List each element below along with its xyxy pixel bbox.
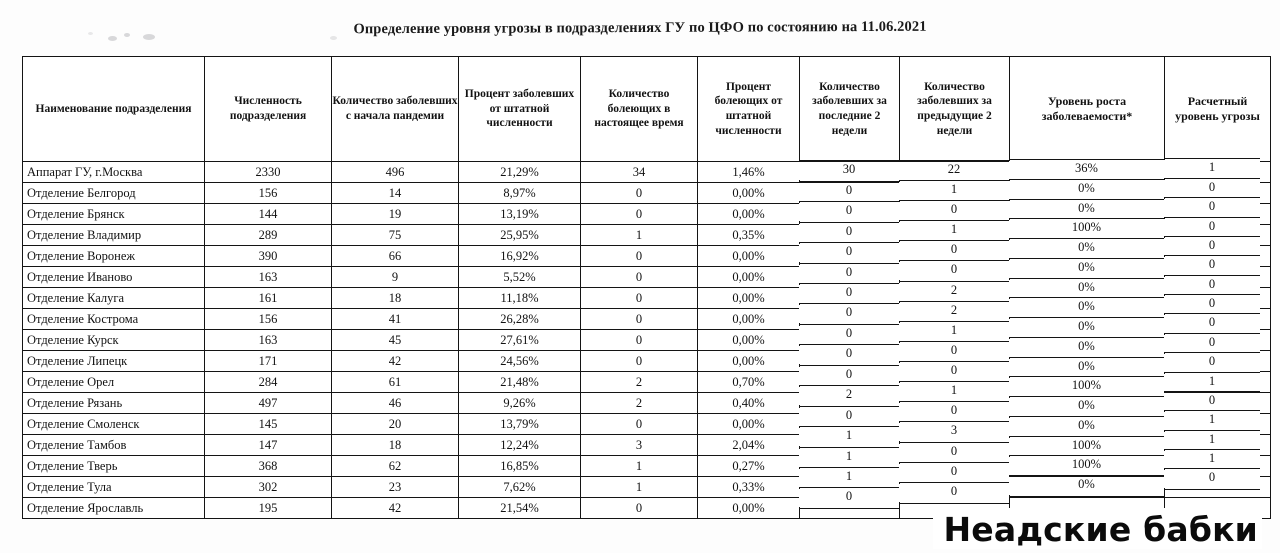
cell-cases-last-2-weeks: 0 — [799, 408, 899, 426]
cell-cases-prev-2-weeks: 1 — [899, 383, 1009, 401]
cell-threat-level: 1 — [1164, 160, 1260, 178]
cell-cases-prev-2-weeks — [900, 330, 1010, 351]
cell-threat-level: 0 — [1164, 180, 1260, 198]
cell-cases-last-2-weeks — [800, 435, 900, 456]
table-row — [23, 204, 1271, 225]
cell-pct-of-staff-current: 0,35% — [698, 225, 800, 246]
table-header — [23, 57, 1271, 162]
cell-current-cases: 0 — [581, 246, 698, 267]
cell-cases-last-2-weeks — [800, 372, 900, 393]
cell-current-cases: 0 — [581, 351, 698, 372]
cell-cases-last-2-weeks: 1 — [799, 449, 899, 467]
cell-unit-name: Отделение Курск — [23, 330, 205, 351]
cell-growth-level — [1010, 435, 1165, 456]
cell-cases-prev-2-weeks — [900, 477, 1010, 498]
cell-cases-last-2-weeks: 1 — [799, 469, 899, 487]
cell-staff-count: 195 — [205, 498, 332, 519]
table-row — [23, 309, 1271, 330]
cell-threat-level: 0 — [1164, 219, 1260, 237]
cell-pct-of-staff-current: 0,00% — [698, 330, 800, 351]
cell-cases-last-2-weeks — [800, 267, 900, 288]
cell-growth-level — [1010, 267, 1165, 288]
cell-growth-level: 36% — [1009, 161, 1164, 179]
cell-growth-level: 0% — [1009, 359, 1164, 377]
cell-total-cases: 46 — [332, 393, 459, 414]
cell-pct-of-staff-total: 13,19% — [459, 204, 581, 225]
cell-growth-level: 0% — [1009, 319, 1164, 337]
cell-growth-level: 0% — [1009, 418, 1164, 436]
cell-threat-level: 0 — [1164, 238, 1260, 256]
cell-current-cases: 0 — [581, 288, 698, 309]
cell-cases-prev-2-weeks — [900, 351, 1010, 372]
cell-threat-level — [1165, 414, 1271, 435]
cell-staff-count: 163 — [205, 267, 332, 288]
cell-cases-prev-2-weeks: 1 — [899, 182, 1009, 200]
cell-threat-level — [1165, 183, 1271, 204]
cell-cases-last-2-weeks: 0 — [799, 183, 899, 201]
cell-cases-prev-2-weeks — [900, 435, 1010, 456]
cell-total-cases: 19 — [332, 204, 459, 225]
cell-growth-level — [1010, 477, 1165, 498]
cell-total-cases: 18 — [332, 435, 459, 456]
cell-pct-of-staff-total: 26,28% — [459, 309, 581, 330]
column-header-last-2-weeks: Количество заболевших за последние 2 недели — [800, 57, 900, 162]
cell-threat-level — [1165, 204, 1271, 225]
table-row — [23, 372, 1271, 393]
cell-threat-level — [1165, 456, 1271, 477]
cell-cases-prev-2-weeks — [900, 162, 1010, 183]
cell-growth-level: 0% — [1009, 240, 1164, 258]
cell-threat-level: 1 — [1164, 432, 1260, 450]
cell-staff-count: 161 — [205, 288, 332, 309]
table-row — [23, 288, 1271, 309]
column-header-pct-current: Процент болеющих от штатной численности — [698, 57, 800, 162]
cell-threat-level: 0 — [1164, 277, 1260, 295]
cell-pct-of-staff-current: 0,00% — [698, 267, 800, 288]
cell-pct-of-staff-total: 13,79% — [459, 414, 581, 435]
cell-pct-of-staff-total: 27,61% — [459, 330, 581, 351]
cell-unit-name: Отделение Иваново — [23, 267, 205, 288]
cell-current-cases: 2 — [581, 372, 698, 393]
cell-staff-count: 302 — [205, 477, 332, 498]
cell-total-cases: 20 — [332, 414, 459, 435]
cell-staff-count: 156 — [205, 309, 332, 330]
cell-cases-last-2-weeks — [800, 183, 900, 204]
cell-threat-level: 0 — [1164, 315, 1260, 333]
cell-pct-of-staff-current: 0,70% — [698, 372, 800, 393]
cell-pct-of-staff-total: 21,29% — [459, 162, 581, 183]
table-row — [23, 393, 1271, 414]
cell-threat-level: 1 — [1164, 412, 1260, 430]
cell-current-cases: 0 — [581, 330, 698, 351]
cell-pct-of-staff-current: 0,27% — [698, 456, 800, 477]
cell-threat-level — [1165, 246, 1271, 267]
cell-unit-name: Отделение Смоленск — [23, 414, 205, 435]
cell-growth-level — [1010, 414, 1165, 435]
cell-staff-count: 144 — [205, 204, 332, 225]
table-row — [23, 267, 1271, 288]
cell-cases-last-2-weeks — [800, 204, 900, 225]
threat-level-table-container — [22, 56, 1260, 519]
cell-cases-prev-2-weeks: 0 — [899, 484, 1009, 502]
cell-unit-name: Отделение Владимир — [23, 225, 205, 246]
cell-cases-last-2-weeks — [800, 414, 900, 435]
cell-growth-level: 0% — [1009, 280, 1164, 298]
cell-growth-level: 100% — [1009, 457, 1164, 475]
cell-cases-last-2-weeks: 0 — [799, 305, 899, 323]
cell-staff-count: 171 — [205, 351, 332, 372]
cell-current-cases: 2 — [581, 393, 698, 414]
cell-cases-prev-2-weeks: 2 — [899, 303, 1009, 321]
cell-cases-last-2-weeks: 0 — [799, 244, 899, 262]
cell-cases-prev-2-weeks — [900, 456, 1010, 477]
cell-staff-count: 390 — [205, 246, 332, 267]
cell-cases-prev-2-weeks: 22 — [899, 162, 1009, 180]
cell-threat-level — [1165, 351, 1271, 372]
cell-unit-name: Отделение Рязань — [23, 393, 205, 414]
cell-cases-prev-2-weeks: 0 — [899, 262, 1009, 280]
cell-threat-level: 0 — [1164, 335, 1260, 353]
cell-cases-prev-2-weeks: 0 — [899, 464, 1009, 482]
cell-cases-last-2-weeks — [800, 477, 900, 498]
cell-total-cases: 45 — [332, 330, 459, 351]
cell-pct-of-staff-current: 0,00% — [698, 351, 800, 372]
cell-growth-level — [1010, 351, 1165, 372]
cell-cases-prev-2-weeks: 1 — [899, 323, 1009, 341]
cell-total-cases: 14 — [332, 183, 459, 204]
cell-growth-level: 0% — [1009, 299, 1164, 317]
cell-pct-of-staff-current: 0,33% — [698, 477, 800, 498]
cell-unit-name: Отделение Воронеж — [23, 246, 205, 267]
cell-threat-level — [1165, 267, 1271, 288]
cell-threat-level: 1 — [1164, 374, 1260, 392]
cell-growth-level: 0% — [1009, 181, 1164, 199]
cell-growth-level: 0% — [1009, 398, 1164, 416]
cell-unit-name: Отделение Белгород — [23, 183, 205, 204]
cell-current-cases: 34 — [581, 162, 698, 183]
cell-staff-count: 163 — [205, 330, 332, 351]
cell-current-cases: 0 — [581, 204, 698, 225]
threat-level-table — [22, 56, 1271, 519]
cell-cases-last-2-weeks — [800, 162, 900, 183]
cell-pct-of-staff-total: 25,95% — [459, 225, 581, 246]
cell-pct-of-staff-total: 8,97% — [459, 183, 581, 204]
cell-unit-name: Отделение Липецк — [23, 351, 205, 372]
watermark-text: Неадские бабки — [933, 508, 1262, 549]
cell-cases-prev-2-weeks: 0 — [899, 363, 1009, 381]
cell-cases-last-2-weeks: 30 — [799, 162, 899, 180]
cell-threat-level — [1165, 309, 1271, 330]
cell-pct-of-staff-current: 0,00% — [698, 498, 800, 519]
cell-current-cases: 0 — [581, 267, 698, 288]
cell-current-cases: 0 — [581, 498, 698, 519]
cell-cases-last-2-weeks — [800, 351, 900, 372]
cell-cases-last-2-weeks — [800, 225, 900, 246]
cell-cases-prev-2-weeks — [900, 309, 1010, 330]
cell-pct-of-staff-total: 24,56% — [459, 351, 581, 372]
cell-unit-name: Отделение Тверь — [23, 456, 205, 477]
table-row — [23, 246, 1271, 267]
cell-pct-of-staff-total: 16,92% — [459, 246, 581, 267]
cell-growth-level — [1010, 246, 1165, 267]
cell-total-cases: 75 — [332, 225, 459, 246]
cell-unit-name: Отделение Кострома — [23, 309, 205, 330]
cell-growth-level: 100% — [1009, 438, 1164, 456]
cell-threat-level: 0 — [1164, 199, 1260, 217]
cell-pct-of-staff-total: 7,62% — [459, 477, 581, 498]
cell-pct-of-staff-current: 0,40% — [698, 393, 800, 414]
column-header-threat-level: Расчетный уровень угрозы — [1165, 57, 1271, 162]
cell-threat-level: 0 — [1164, 354, 1260, 372]
cell-total-cases: 496 — [332, 162, 459, 183]
cell-staff-count: 147 — [205, 435, 332, 456]
cell-current-cases: 1 — [581, 225, 698, 246]
cell-cases-prev-2-weeks: 0 — [899, 403, 1009, 421]
cell-pct-of-staff-total: 11,18% — [459, 288, 581, 309]
cell-growth-level: 100% — [1009, 378, 1164, 396]
cell-pct-of-staff-current: 0,00% — [698, 183, 800, 204]
cell-cases-last-2-weeks: 0 — [799, 265, 899, 283]
cell-threat-level — [1165, 330, 1271, 351]
cell-pct-of-staff-total: 21,48% — [459, 372, 581, 393]
cell-total-cases: 18 — [332, 288, 459, 309]
cell-growth-level — [1010, 456, 1165, 477]
cell-pct-of-staff-total: 16,85% — [459, 456, 581, 477]
cell-cases-last-2-weeks — [800, 456, 900, 477]
cell-staff-count: 368 — [205, 456, 332, 477]
cell-current-cases: 0 — [581, 309, 698, 330]
cell-growth-level — [1010, 162, 1165, 183]
cell-cases-prev-2-weeks: 0 — [899, 444, 1009, 462]
table-row — [23, 477, 1271, 498]
cell-cases-prev-2-weeks — [900, 288, 1010, 309]
cell-unit-name: Отделение Калуга — [23, 288, 205, 309]
cell-unit-name: Отделение Ярославль — [23, 498, 205, 519]
column-header-pct-total: Процент заболевших от штатной численности — [459, 57, 581, 162]
cell-cases-prev-2-weeks — [900, 393, 1010, 414]
cell-growth-level: 100% — [1009, 220, 1164, 238]
cell-cases-prev-2-weeks — [900, 204, 1010, 225]
cell-cases-last-2-weeks — [800, 498, 900, 519]
cell-cases-last-2-weeks — [800, 288, 900, 309]
cell-pct-of-staff-current: 0,00% — [698, 288, 800, 309]
column-header-current: Количество болеющих в настоящее время — [581, 57, 698, 162]
cell-current-cases: 1 — [581, 456, 698, 477]
cell-cases-prev-2-weeks: 1 — [899, 222, 1009, 240]
table-row — [23, 414, 1271, 435]
column-header-prev-2-weeks: Количество заболевших за предыдущие 2 недели — [900, 57, 1010, 162]
cell-unit-name: Отделение Орел — [23, 372, 205, 393]
cell-current-cases: 1 — [581, 477, 698, 498]
cell-cases-last-2-weeks: 0 — [799, 326, 899, 344]
cell-staff-count: 289 — [205, 225, 332, 246]
cell-staff-count: 156 — [205, 183, 332, 204]
cell-cases-last-2-weeks: 0 — [799, 285, 899, 303]
cell-threat-level — [1165, 435, 1271, 456]
cell-unit-name: Отделение Тула — [23, 477, 205, 498]
cell-cases-prev-2-weeks — [900, 183, 1010, 204]
cell-staff-count: 2330 — [205, 162, 332, 183]
cell-staff-count: 284 — [205, 372, 332, 393]
cell-threat-level: 1 — [1164, 451, 1260, 469]
table-row — [23, 456, 1271, 477]
cell-growth-level — [1010, 225, 1165, 246]
cell-cases-prev-2-weeks: 3 — [899, 423, 1009, 441]
cell-pct-of-staff-current: 0,00% — [698, 309, 800, 330]
cell-cases-last-2-weeks — [800, 330, 900, 351]
table-body — [23, 162, 1271, 519]
cell-total-cases: 42 — [332, 498, 459, 519]
cell-pct-of-staff-current: 0,00% — [698, 246, 800, 267]
cell-total-cases: 66 — [332, 246, 459, 267]
cell-staff-count: 145 — [205, 414, 332, 435]
cell-growth-level — [1010, 309, 1165, 330]
column-header-total-cases: Количество заболевших с начала пандемии — [332, 57, 459, 162]
table-row — [23, 351, 1271, 372]
cell-cases-prev-2-weeks — [900, 246, 1010, 267]
cell-cases-prev-2-weeks: 0 — [899, 343, 1009, 361]
cell-pct-of-staff-total: 12,24% — [459, 435, 581, 456]
cell-cases-prev-2-weeks: 2 — [899, 283, 1009, 301]
cell-cases-prev-2-weeks: 0 — [899, 242, 1009, 260]
cell-threat-level — [1165, 288, 1271, 309]
cell-cases-prev-2-weeks: 0 — [899, 202, 1009, 220]
cell-cases-last-2-weeks — [800, 309, 900, 330]
cell-cases-prev-2-weeks — [900, 372, 1010, 393]
cell-growth-level: 0% — [1009, 339, 1164, 357]
cell-pct-of-staff-total: 9,26% — [459, 393, 581, 414]
table-header-row — [23, 57, 1271, 162]
cell-growth-level — [1010, 183, 1165, 204]
cell-pct-of-staff-total: 5,52% — [459, 267, 581, 288]
table-row — [23, 162, 1271, 183]
cell-cases-last-2-weeks — [800, 246, 900, 267]
cell-current-cases: 0 — [581, 183, 698, 204]
cell-cases-last-2-weeks: 2 — [799, 387, 899, 405]
cell-threat-level — [1165, 393, 1271, 414]
table-row — [23, 225, 1271, 246]
cell-threat-level: 0 — [1164, 257, 1260, 275]
cell-cases-prev-2-weeks — [900, 225, 1010, 246]
cell-staff-count: 497 — [205, 393, 332, 414]
cell-growth-level — [1010, 204, 1165, 225]
cell-cases-last-2-weeks: 1 — [799, 428, 899, 446]
column-header-staff: Численность подразделения — [205, 57, 332, 162]
cell-growth-level — [1010, 372, 1165, 393]
cell-threat-level: 0 — [1164, 393, 1260, 411]
cell-growth-level — [1010, 393, 1165, 414]
cell-pct-of-staff-current: 1,46% — [698, 162, 800, 183]
cell-cases-last-2-weeks: 0 — [799, 224, 899, 242]
cell-total-cases: 23 — [332, 477, 459, 498]
cell-growth-level — [1010, 288, 1165, 309]
cell-cases-prev-2-weeks — [900, 267, 1010, 288]
cell-growth-level — [1010, 330, 1165, 351]
column-header-growth-level: Уровень роста заболеваемости* — [1010, 57, 1165, 162]
cell-current-cases: 3 — [581, 435, 698, 456]
table-row — [23, 183, 1271, 204]
cell-total-cases: 9 — [332, 267, 459, 288]
cell-threat-level: 0 — [1164, 470, 1260, 488]
cell-pct-of-staff-current: 0,00% — [698, 414, 800, 435]
cell-threat-level — [1165, 162, 1271, 183]
column-header-name: Наименование подразделения — [23, 57, 205, 162]
cell-cases-prev-2-weeks — [900, 414, 1010, 435]
cell-growth-level: 0% — [1009, 201, 1164, 219]
cell-pct-of-staff-total: 21,54% — [459, 498, 581, 519]
cell-threat-level — [1165, 372, 1271, 393]
cell-unit-name: Отделение Тамбов — [23, 435, 205, 456]
cell-pct-of-staff-current: 2,04% — [698, 435, 800, 456]
cell-total-cases: 41 — [332, 309, 459, 330]
table-row — [23, 330, 1271, 351]
cell-total-cases: 61 — [332, 372, 459, 393]
table-row — [23, 435, 1271, 456]
cell-total-cases: 42 — [332, 351, 459, 372]
cell-cases-last-2-weeks: 0 — [799, 203, 899, 221]
cell-threat-level: 0 — [1164, 296, 1260, 314]
cell-cases-last-2-weeks: 0 — [799, 346, 899, 364]
cell-cases-last-2-weeks — [800, 393, 900, 414]
cell-unit-name: Аппарат ГУ, г.Москва — [23, 162, 205, 183]
cell-total-cases: 62 — [332, 456, 459, 477]
page-title: Определение уровня угрозы в подразделениях ГУ по ЦФО по состоянию на 11.06.2021 — [353, 18, 927, 38]
cell-growth-level: 0% — [1009, 260, 1164, 278]
cell-current-cases: 0 — [581, 414, 698, 435]
cell-threat-level — [1165, 225, 1271, 246]
cell-unit-name: Отделение Брянск — [23, 204, 205, 225]
cell-pct-of-staff-current: 0,00% — [698, 204, 800, 225]
cell-cases-last-2-weeks: 0 — [799, 367, 899, 385]
cell-threat-level — [1165, 477, 1271, 498]
cell-growth-level: 0% — [1009, 477, 1164, 495]
cell-cases-last-2-weeks: 0 — [799, 489, 899, 507]
